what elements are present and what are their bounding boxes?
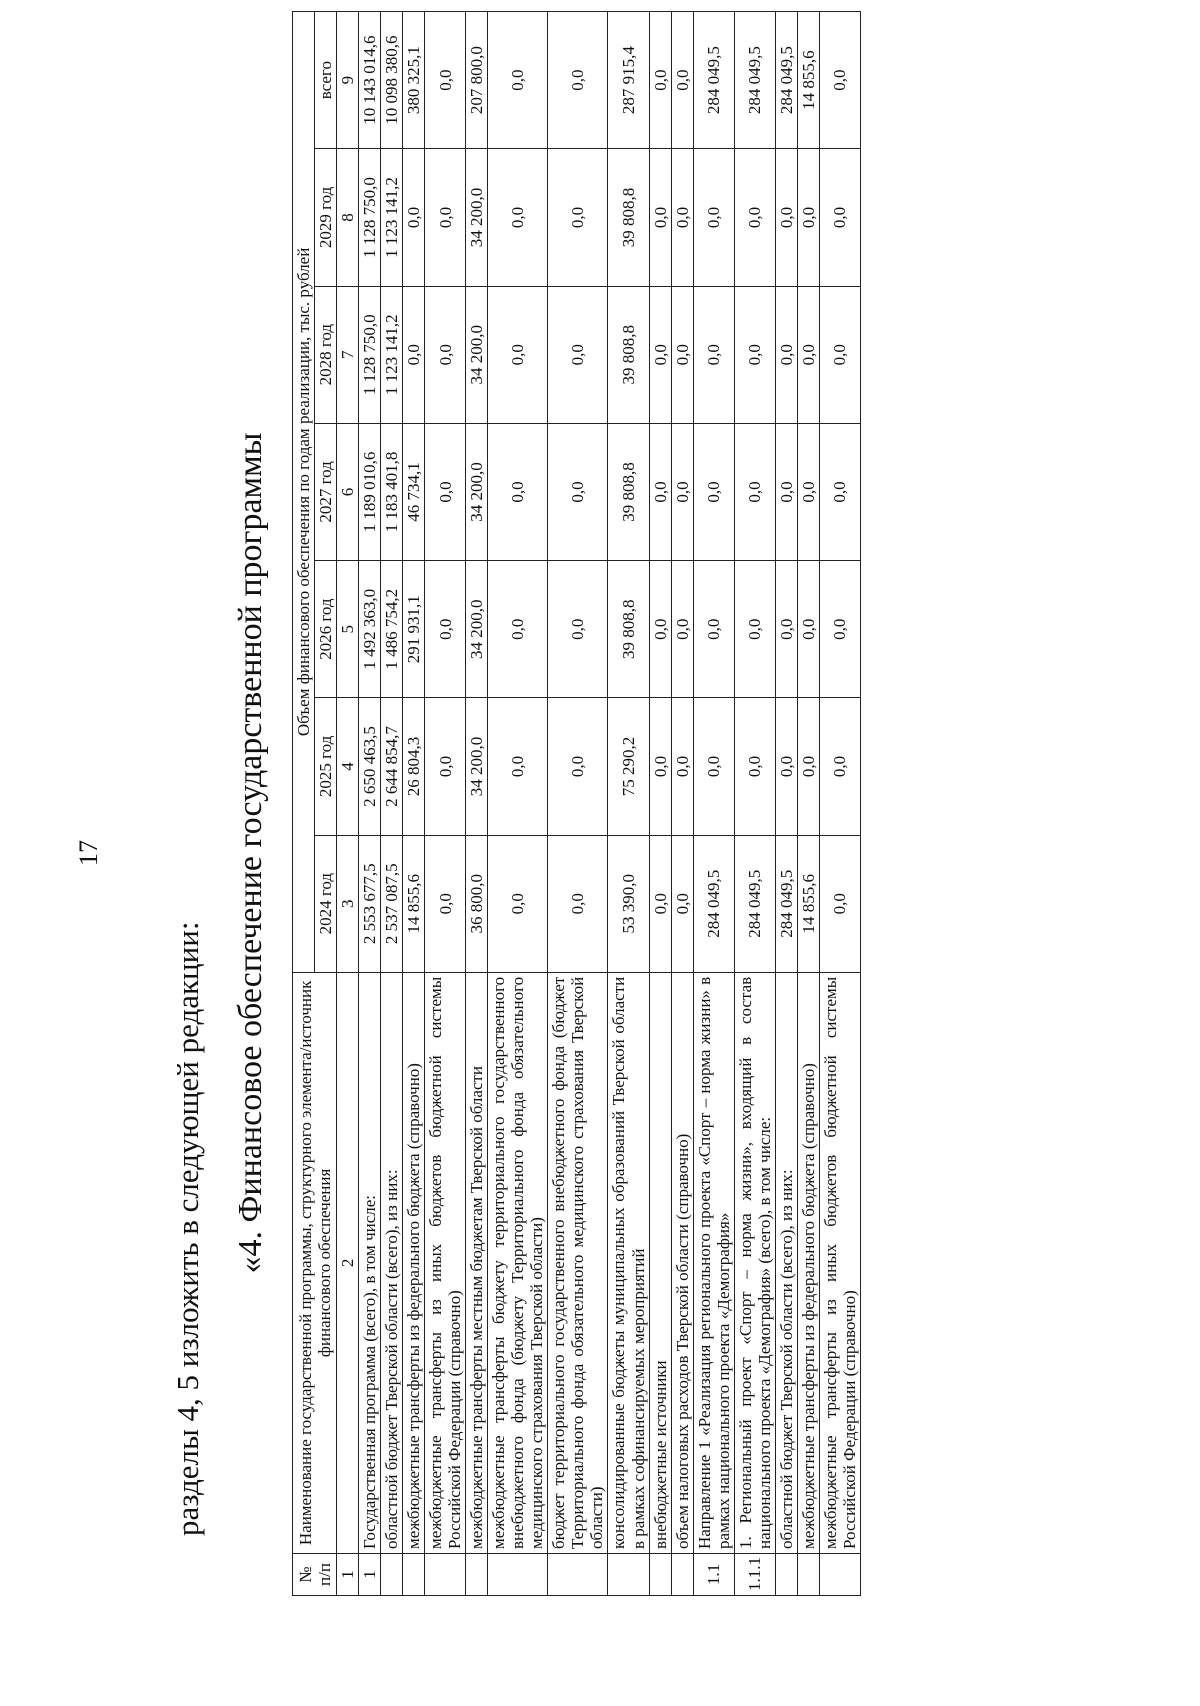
table-row — [819, 12, 860, 1596]
row-total-value: 284 049,5 — [693, 12, 734, 149]
header-number: № п/п — [293, 1553, 337, 1595]
row-year-value: 1 128 750,0 — [359, 286, 381, 423]
row-total-value: 10 143 014,6 — [359, 12, 381, 149]
row-number — [425, 1553, 466, 1595]
column-number: 7 — [337, 286, 359, 423]
row-year-value: 0,0 — [819, 698, 860, 835]
row-number — [466, 1553, 488, 1595]
row-year-value: 1 128 750,0 — [359, 149, 381, 286]
row-year-value: 0,0 — [649, 423, 671, 560]
row-year-value: 0,0 — [797, 286, 819, 423]
row-year-value: 0,0 — [693, 698, 734, 835]
row-number — [819, 1553, 860, 1595]
row-name: межбюджетные трансферты из федерального бюджета (справочно) — [797, 972, 819, 1553]
row-year-value: 34 200,0 — [466, 698, 488, 835]
row-year-value: 0,0 — [734, 561, 775, 698]
row-year-value: 0,0 — [649, 698, 671, 835]
table-row — [734, 12, 775, 1596]
row-year-value: 0,0 — [488, 835, 548, 972]
row-year-value: 34 200,0 — [466, 561, 488, 698]
row-year-value: 284 049,5 — [693, 835, 734, 972]
row-year-value: 1 123 141,2 — [381, 149, 403, 286]
row-year-value: 0,0 — [734, 698, 775, 835]
header-year: 2024 год — [315, 835, 337, 972]
column-number: 4 — [337, 698, 359, 835]
row-year-value: 0,0 — [649, 286, 671, 423]
header-funding-group: Объем финансового обеспечения по годам реализации, тыс. рублей — [293, 12, 315, 973]
row-year-value: 0,0 — [425, 835, 466, 972]
row-year-value: 0,0 — [548, 423, 608, 560]
row-year-value: 39 808,8 — [608, 561, 649, 698]
row-year-value: 34 200,0 — [466, 423, 488, 560]
row-name: межбюджетные трансферты из иных бюджетов бюджетной системы Российской Федерации (справочно) — [819, 972, 860, 1553]
row-year-value: 2 537 087,5 — [381, 835, 403, 972]
row-year-value: 0,0 — [488, 698, 548, 835]
page-number: 17 — [74, 840, 103, 866]
column-number: 1 — [337, 1553, 359, 1595]
row-total-value: 284 049,5 — [734, 12, 775, 149]
row-year-value: 284 049,5 — [775, 835, 797, 972]
row-year-value: 0,0 — [734, 286, 775, 423]
row-total-value: 0,0 — [488, 12, 548, 149]
row-year-value: 0,0 — [693, 561, 734, 698]
row-total-value: 0,0 — [649, 12, 671, 149]
row-year-value: 291 931,1 — [403, 561, 425, 698]
row-number — [671, 1553, 693, 1595]
table-row — [608, 12, 649, 1596]
row-number — [548, 1553, 608, 1595]
row-total-value: 0,0 — [819, 12, 860, 149]
row-total-value: 0,0 — [671, 12, 693, 149]
header-year: 2026 год — [315, 561, 337, 698]
intro-text: разделы 4, 5 изложить в следующей редакции: — [170, 921, 205, 1536]
row-name: межбюджетные трансферты бюджету территориального государственного внебюджетного фонда (бюджету Территориального фонда обязательного медицинского страхования Тверской области) — [488, 972, 548, 1553]
row-year-value: 0,0 — [819, 286, 860, 423]
table-body — [359, 12, 861, 1596]
row-year-value: 0,0 — [775, 423, 797, 560]
row-year-value: 0,0 — [548, 286, 608, 423]
row-number — [775, 1553, 797, 1595]
row-year-value: 0,0 — [775, 561, 797, 698]
row-year-value: 14 855,6 — [797, 835, 819, 972]
row-year-value: 39 808,8 — [608, 423, 649, 560]
row-year-value: 0,0 — [775, 149, 797, 286]
row-number — [649, 1553, 671, 1595]
table-row — [797, 12, 819, 1596]
row-year-value: 0,0 — [693, 149, 734, 286]
row-name: Государственная программа (всего), в том числе: — [359, 972, 381, 1553]
row-total-value: 0,0 — [425, 12, 466, 149]
row-year-value: 1 183 401,8 — [381, 423, 403, 560]
row-year-value: 1 123 141,2 — [381, 286, 403, 423]
row-year-value: 0,0 — [548, 835, 608, 972]
row-number: 1.1.1 — [734, 1553, 775, 1595]
row-year-value: 2 650 463,5 — [359, 698, 381, 835]
row-year-value: 46 734,1 — [403, 423, 425, 560]
table-row — [488, 12, 548, 1596]
row-year-value: 0,0 — [671, 149, 693, 286]
row-year-value: 0,0 — [671, 286, 693, 423]
table-row — [649, 12, 671, 1596]
row-year-value: 0,0 — [734, 149, 775, 286]
row-year-value: 0,0 — [403, 149, 425, 286]
row-year-value: 0,0 — [548, 561, 608, 698]
row-year-value: 0,0 — [775, 698, 797, 835]
table-row — [425, 12, 466, 1596]
row-year-value: 0,0 — [693, 286, 734, 423]
row-year-value: 0,0 — [488, 286, 548, 423]
row-number — [381, 1553, 403, 1595]
row-year-value: 0,0 — [819, 835, 860, 972]
row-name: межбюджетные трансферты местным бюджетам Тверской области — [466, 972, 488, 1553]
row-year-value: 0,0 — [671, 698, 693, 835]
row-year-value: 1 486 754,2 — [381, 561, 403, 698]
row-year-value: 0,0 — [403, 286, 425, 423]
row-year-value: 0,0 — [819, 149, 860, 286]
row-year-value: 1 189 010,6 — [359, 423, 381, 560]
row-name: областной бюджет Тверской области (всего), из них: — [775, 972, 797, 1553]
row-year-value: 0,0 — [649, 835, 671, 972]
row-year-value: 0,0 — [775, 286, 797, 423]
row-name: объем налоговых расходов Тверской области (справочно) — [671, 972, 693, 1553]
row-year-value: 39 808,8 — [608, 286, 649, 423]
row-number — [608, 1553, 649, 1595]
table-row — [359, 12, 381, 1596]
row-year-value: 0,0 — [649, 561, 671, 698]
header-total: всего — [315, 12, 337, 149]
row-year-value: 53 390,0 — [608, 835, 649, 972]
row-number: 1 — [359, 1553, 381, 1595]
row-year-value: 0,0 — [797, 698, 819, 835]
row-year-value: 0,0 — [488, 423, 548, 560]
row-total-value: 14 855,6 — [797, 12, 819, 149]
row-year-value: 0,0 — [548, 149, 608, 286]
row-year-value: 2 553 677,5 — [359, 835, 381, 972]
row-year-value: 0,0 — [425, 286, 466, 423]
header-year: 2027 год — [315, 423, 337, 560]
row-year-value: 0,0 — [819, 423, 860, 560]
row-year-value: 284 049,5 — [734, 835, 775, 972]
row-year-value: 75 290,2 — [608, 698, 649, 835]
row-year-value: 0,0 — [693, 423, 734, 560]
row-name: межбюджетные трансферты из федерального бюджета (справочно) — [403, 972, 425, 1553]
header-year: 2028 год — [315, 286, 337, 423]
row-year-value: 0,0 — [734, 423, 775, 560]
table-row — [403, 12, 425, 1596]
row-total-value: 207 800,0 — [466, 12, 488, 149]
row-total-value: 287 915,4 — [608, 12, 649, 149]
row-name: Направление 1 «Реализация регионального проекта «Спорт – норма жизни» в рамках национального проекта «Демография» — [693, 972, 734, 1553]
row-year-value: 0,0 — [671, 423, 693, 560]
row-year-value: 39 808,8 — [608, 149, 649, 286]
row-year-value: 2 644 854,7 — [381, 698, 403, 835]
row-total-value: 10 098 380,6 — [381, 12, 403, 149]
row-year-value: 0,0 — [488, 561, 548, 698]
row-year-value: 0,0 — [649, 149, 671, 286]
header-year: 2029 год — [315, 149, 337, 286]
row-year-value: 0,0 — [488, 149, 548, 286]
row-number: 1.1 — [693, 1553, 734, 1595]
row-year-value: 0,0 — [797, 561, 819, 698]
row-year-value: 34 200,0 — [466, 286, 488, 423]
row-total-value: 0,0 — [548, 12, 608, 149]
table-row — [466, 12, 488, 1596]
row-name: областной бюджет Тверской области (всего), из них: — [381, 972, 403, 1553]
row-year-value: 14 855,6 — [403, 835, 425, 972]
section-title: «4. Финансовое обеспечение государственной программы — [232, 432, 269, 1274]
row-year-value: 34 200,0 — [466, 149, 488, 286]
row-year-value: 0,0 — [425, 561, 466, 698]
column-number: 6 — [337, 423, 359, 560]
table-row — [548, 12, 608, 1596]
table-row — [775, 12, 797, 1596]
row-total-value: 380 325,1 — [403, 12, 425, 149]
row-number — [797, 1553, 819, 1595]
row-year-value: 26 804,3 — [403, 698, 425, 835]
row-year-value: 36 800,0 — [466, 835, 488, 972]
column-number: 3 — [337, 835, 359, 972]
row-name: межбюджетные трансферты из иных бюджетов бюджетной системы Российской Федерации (справочно) — [425, 972, 466, 1553]
row-number — [488, 1553, 548, 1595]
row-name: внебюджетные источники — [649, 972, 671, 1553]
row-year-value: 0,0 — [425, 423, 466, 560]
financing-table — [292, 11, 861, 1596]
row-number — [403, 1553, 425, 1595]
column-number: 9 — [337, 12, 359, 149]
table-row — [693, 12, 734, 1596]
row-name: бюджет территориального государственного внебюджетного фонда (бюджет Территориального фонда обязательного медицинского страхования Тверской области) — [548, 972, 608, 1553]
column-number: 2 — [337, 972, 359, 1553]
row-year-value: 0,0 — [671, 561, 693, 698]
column-number: 5 — [337, 561, 359, 698]
row-year-value: 0,0 — [797, 149, 819, 286]
row-year-value: 0,0 — [425, 698, 466, 835]
row-year-value: 0,0 — [548, 698, 608, 835]
row-year-value: 0,0 — [819, 561, 860, 698]
row-year-value: 0,0 — [671, 835, 693, 972]
row-name: 1. Региональный проект «Спорт – норма жизни», входящий в состав национального проекта «Демография» (всего), в том числе: — [734, 972, 775, 1553]
header-name: Наименование государственной программы, структурного элемента/источник финансового обеспечения — [293, 972, 337, 1553]
row-total-value: 284 049,5 — [775, 12, 797, 149]
table-row — [381, 12, 403, 1596]
table-row — [671, 12, 693, 1596]
row-year-value: 0,0 — [797, 423, 819, 560]
row-name: консолидированные бюджеты муниципальных образований Тверской области в рамках софинансируемых мероприятий — [608, 972, 649, 1553]
row-year-value: 1 492 363,0 — [359, 561, 381, 698]
row-year-value: 0,0 — [425, 149, 466, 286]
column-number: 8 — [337, 149, 359, 286]
header-year: 2025 год — [315, 698, 337, 835]
